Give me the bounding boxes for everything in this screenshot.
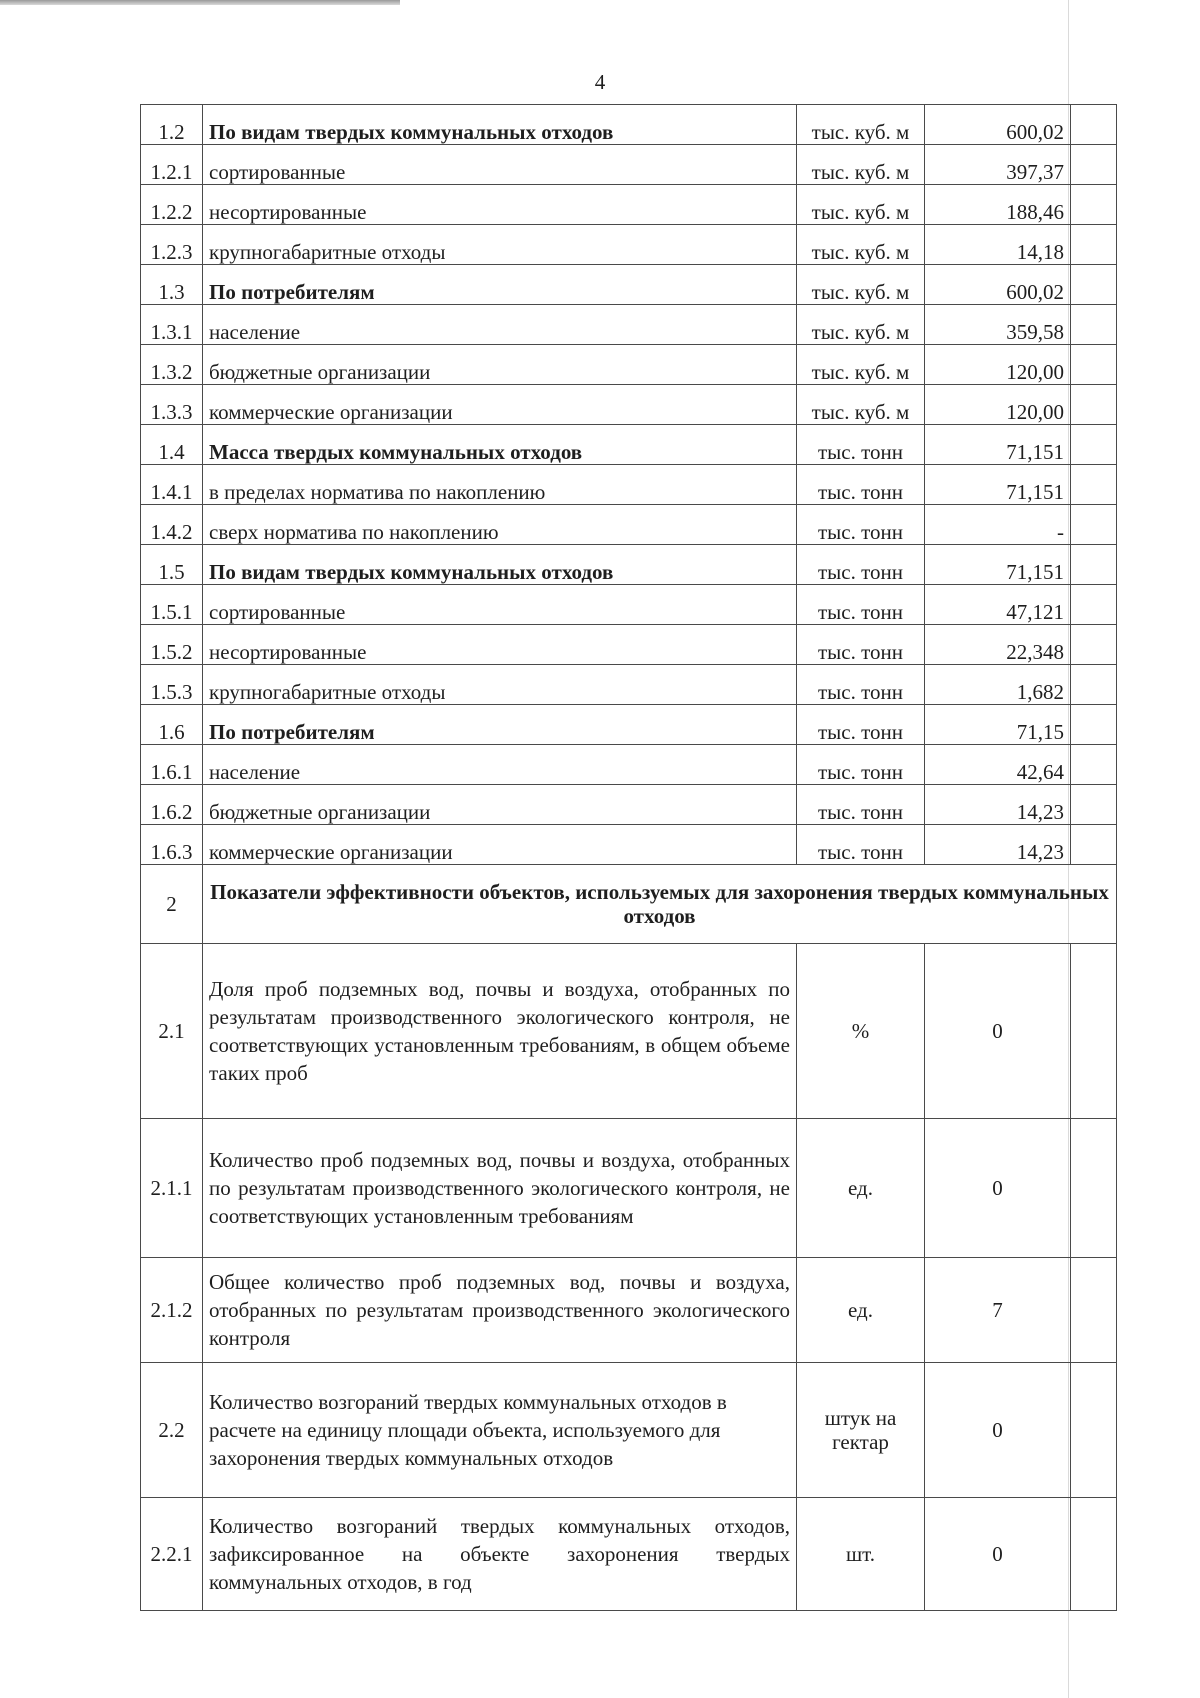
table-row	[141, 345, 1117, 385]
row-name: в пределах норматива по накоплению	[203, 465, 797, 505]
row-unit: тыс. куб. м	[797, 225, 925, 265]
row-empty-cell	[1071, 1119, 1117, 1258]
row-number: 2.1.2	[141, 1258, 203, 1363]
row-unit: тыс. куб. м	[797, 345, 925, 385]
row-empty-cell	[1071, 1498, 1117, 1611]
row-unit: тыс. куб. м	[797, 105, 925, 145]
row-number: 1.2.2	[141, 185, 203, 225]
row-value: 600,02	[925, 105, 1071, 145]
table-row	[141, 745, 1117, 785]
row-empty-cell	[1071, 505, 1117, 545]
table-row	[141, 785, 1117, 825]
indicators-table-body	[141, 105, 1117, 1611]
row-unit: ед.	[797, 1258, 925, 1363]
row-unit: тыс. тонн	[797, 425, 925, 465]
row-unit: тыс. тонн	[797, 785, 925, 825]
row-unit: тыс. тонн	[797, 825, 925, 865]
table-row	[141, 944, 1117, 1119]
row-unit: тыс. тонн	[797, 545, 925, 585]
row-empty-cell	[1071, 185, 1117, 225]
row-name: бюджетные организации	[203, 345, 797, 385]
row-empty-cell	[1071, 665, 1117, 705]
section-number: 2	[141, 865, 203, 944]
row-empty-cell	[1071, 265, 1117, 305]
row-number: 1.6.3	[141, 825, 203, 865]
row-empty-cell	[1071, 385, 1117, 425]
row-unit: тыс. тонн	[797, 585, 925, 625]
row-value: 0	[925, 1498, 1071, 1611]
row-number: 1.5.1	[141, 585, 203, 625]
row-name: коммерческие организации	[203, 825, 797, 865]
row-unit: ед.	[797, 1119, 925, 1258]
row-name: Масса твердых коммунальных отходов	[203, 425, 797, 465]
row-empty-cell	[1071, 705, 1117, 745]
row-value: 14,23	[925, 785, 1071, 825]
row-unit: %	[797, 944, 925, 1119]
row-value: 188,46	[925, 185, 1071, 225]
row-unit: тыс. тонн	[797, 705, 925, 745]
row-value: 14,18	[925, 225, 1071, 265]
row-empty-cell	[1071, 1363, 1117, 1498]
table-row	[141, 545, 1117, 585]
row-name: сортированные	[203, 145, 797, 185]
row-value: 1,682	[925, 665, 1071, 705]
row-name: крупногабаритные отходы	[203, 225, 797, 265]
row-value: 0	[925, 944, 1071, 1119]
section-header-row	[141, 865, 1117, 944]
row-name: несортированные	[203, 185, 797, 225]
row-unit: штук на гектар	[797, 1363, 925, 1498]
row-value: 397,37	[925, 145, 1071, 185]
row-value: 71,151	[925, 465, 1071, 505]
row-name: коммерческие организации	[203, 385, 797, 425]
row-number: 2.1	[141, 944, 203, 1119]
row-number: 1.3.3	[141, 385, 203, 425]
row-unit: тыс. тонн	[797, 665, 925, 705]
row-name: По потребителям	[203, 705, 797, 745]
indicators-table-container	[140, 104, 1116, 1611]
table-row	[141, 265, 1117, 305]
row-name: Количество проб подземных вод, почвы и воздуха, отобранных по результатам производственного экологического контроля, не соответствующих установленным требованиям	[203, 1119, 797, 1258]
row-unit: тыс. тонн	[797, 625, 925, 665]
row-empty-cell	[1071, 425, 1117, 465]
row-name: население	[203, 745, 797, 785]
row-empty-cell	[1071, 625, 1117, 665]
table-row	[141, 1498, 1117, 1611]
row-name: Общее количество проб подземных вод, почвы и воздуха, отобранных по результатам производственного экологического контроля	[203, 1258, 797, 1363]
row-empty-cell	[1071, 465, 1117, 505]
row-name: Количество возгораний твердых коммунальных отходов в расчете на единицу площади объекта, используемого для захоронения твердых коммунальных отходов	[203, 1363, 797, 1498]
row-unit: тыс. куб. м	[797, 185, 925, 225]
row-number: 2.1.1	[141, 1119, 203, 1258]
row-number: 1.5.3	[141, 665, 203, 705]
table-row	[141, 585, 1117, 625]
table-row	[141, 1363, 1117, 1498]
row-empty-cell	[1071, 345, 1117, 385]
row-value: 47,121	[925, 585, 1071, 625]
table-row	[141, 825, 1117, 865]
row-number: 1.5.2	[141, 625, 203, 665]
row-empty-cell	[1071, 305, 1117, 345]
table-row	[141, 425, 1117, 465]
row-name: По видам твердых коммунальных отходов	[203, 545, 797, 585]
table-row	[141, 225, 1117, 265]
row-number: 1.6	[141, 705, 203, 745]
row-unit: шт.	[797, 1498, 925, 1611]
row-empty-cell	[1071, 105, 1117, 145]
row-number: 1.3	[141, 265, 203, 305]
row-value: 0	[925, 1363, 1071, 1498]
row-empty-cell	[1071, 825, 1117, 865]
table-row	[141, 505, 1117, 545]
row-number: 2.2	[141, 1363, 203, 1498]
row-unit: тыс. куб. м	[797, 145, 925, 185]
row-value: 120,00	[925, 385, 1071, 425]
row-name: По потребителям	[203, 265, 797, 305]
table-row	[141, 1119, 1117, 1258]
scan-edge-mark	[0, 0, 400, 5]
table-row	[141, 305, 1117, 345]
row-number: 1.6.1	[141, 745, 203, 785]
row-empty-cell	[1071, 785, 1117, 825]
row-number: 1.5	[141, 545, 203, 585]
row-number: 1.2.3	[141, 225, 203, 265]
row-name: сортированные	[203, 585, 797, 625]
row-name: крупногабаритные отходы	[203, 665, 797, 705]
row-number: 1.4.2	[141, 505, 203, 545]
table-row	[141, 625, 1117, 665]
row-number: 1.2	[141, 105, 203, 145]
row-value: 359,58	[925, 305, 1071, 345]
table-row	[141, 185, 1117, 225]
row-number: 1.6.2	[141, 785, 203, 825]
row-name: население	[203, 305, 797, 345]
table-row	[141, 665, 1117, 705]
table-row	[141, 105, 1117, 145]
row-name: Количество возгораний твердых коммунальных отходов, зафиксированное на объекте захоронения твердых коммунальных отходов, в год	[203, 1498, 797, 1611]
row-value: 71,15	[925, 705, 1071, 745]
row-name: бюджетные организации	[203, 785, 797, 825]
row-value: 42,64	[925, 745, 1071, 785]
row-empty-cell	[1071, 145, 1117, 185]
row-unit: тыс. куб. м	[797, 265, 925, 305]
indicators-table	[140, 104, 1117, 1611]
row-empty-cell	[1071, 225, 1117, 265]
row-number: 1.2.1	[141, 145, 203, 185]
row-unit: тыс. куб. м	[797, 385, 925, 425]
table-row	[141, 465, 1117, 505]
table-row	[141, 145, 1117, 185]
row-name: несортированные	[203, 625, 797, 665]
row-empty-cell	[1071, 745, 1117, 785]
row-empty-cell	[1071, 1258, 1117, 1363]
row-number: 1.4	[141, 425, 203, 465]
table-row	[141, 385, 1117, 425]
row-value: 0	[925, 1119, 1071, 1258]
row-unit: тыс. тонн	[797, 745, 925, 785]
table-row	[141, 1258, 1117, 1363]
row-empty-cell	[1071, 944, 1117, 1119]
row-name: По видам твердых коммунальных отходов	[203, 105, 797, 145]
row-value: 120,00	[925, 345, 1071, 385]
table-row	[141, 705, 1117, 745]
row-value: 14,23	[925, 825, 1071, 865]
row-number: 1.3.1	[141, 305, 203, 345]
row-value: 600,02	[925, 265, 1071, 305]
row-value: -	[925, 505, 1071, 545]
row-value: 71,151	[925, 545, 1071, 585]
row-number: 1.4.1	[141, 465, 203, 505]
row-value: 71,151	[925, 425, 1071, 465]
section-title: Показатели эффективности объектов, используемых для захоронения твердых коммунальных отходов	[203, 865, 1117, 944]
row-name: сверх норматива по накоплению	[203, 505, 797, 545]
row-value: 22,348	[925, 625, 1071, 665]
row-empty-cell	[1071, 545, 1117, 585]
row-unit: тыс. тонн	[797, 505, 925, 545]
row-name: Доля проб подземных вод, почвы и воздуха, отобранных по результатам производственного экологического контроля, не соответствующих установленным требованиям, в общем объеме таких проб	[203, 944, 797, 1119]
row-unit: тыс. куб. м	[797, 305, 925, 345]
row-empty-cell	[1071, 585, 1117, 625]
row-number: 2.2.1	[141, 1498, 203, 1611]
page-number: 4	[594, 70, 606, 94]
row-number: 1.3.2	[141, 345, 203, 385]
row-unit: тыс. тонн	[797, 465, 925, 505]
row-value: 7	[925, 1258, 1071, 1363]
